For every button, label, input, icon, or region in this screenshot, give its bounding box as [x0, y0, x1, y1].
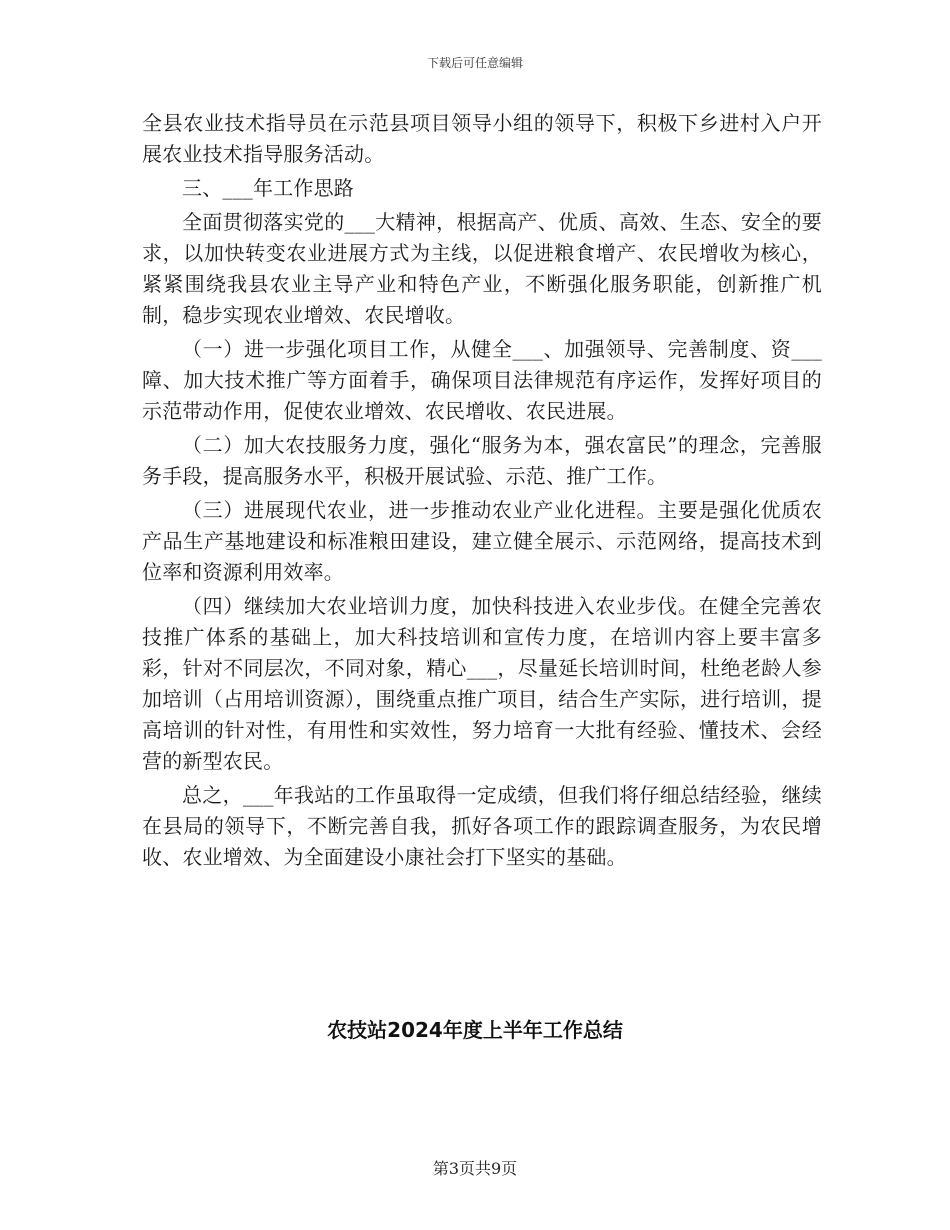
paragraph-overview: 全面贯彻落实党的___大精神，根据高产、优质、高效、生态、安全的要求，以加快转变农业进展方式为主线，以促进粮食增产、农民增收为核心，紧紧围绕我县农业主导产业和特色产业，不断强化服务职能，创新推广机制，稳步实现农业增效、农民增收。 [142, 210, 822, 327]
paragraph-item-2: （二）加大农技服务力度，强化“服务为本，强农富民”的理念，完善服务手段，提高服务水平，积极开展试验、示范、推广工作。 [142, 433, 822, 488]
paragraph-item-4: （四）继续加大农业培训力度，加快科技进入农业步伐。在健全完善农技推广体系的基础上，加大科技培训和宣传力度，在培训内容上要丰富多彩，针对不同层次，不同对象，精心___，尽量延长培训时间，杜绝老龄人参加培训（占用培训资源），围绕重点推广项目，结合生产实际，进行培训，提高培训的针对性，有用性和实效性，努力培育一大批有经验、懂技术、会经营的新型农民。 [142, 594, 822, 773]
paragraph-item-1: （一）进一步强化项目工作，从健全___、加强领导、完善制度、资___障、加大技术推广等方面着手，确保项目法律规范有序运作，发挥好项目的示范带动作用，促使农业增效、农民增收、农民进展。 [142, 337, 822, 423]
header-note: 下载后可任意编辑 [426, 56, 523, 70]
next-section-title: 农技站2024年度上半年工作总结 [327, 1018, 623, 1042]
paragraph-item-3: （三）进展现代农业，进一步推动农业产业化进程。主要是强化优质农产品生产基地建设和标准粮田建设，建立健全展示、示范网络，提高技术到位率和资源利用效率。 [142, 498, 822, 584]
document-body [142, 108, 822, 876]
page-number: 第3页共9页 [432, 1159, 518, 1178]
paragraph-conclusion: 总之，___年我站的工作虽取得一定成绩，但我们将仔细总结经验，继续在县局的领导下，不断完善自我，抓好各项工作的跟踪调查服务，为农民增收、农业增效、为全面建设小康社会打下坚实的基础。 [142, 783, 822, 869]
section-heading: 三、___年工作思路 [182, 176, 354, 200]
paragraph-intro: 全县农业技术指导员在示范县项目领导小组的领导下，积极下乡进村入户开展农业技术指导服务活动。 [142, 111, 822, 166]
